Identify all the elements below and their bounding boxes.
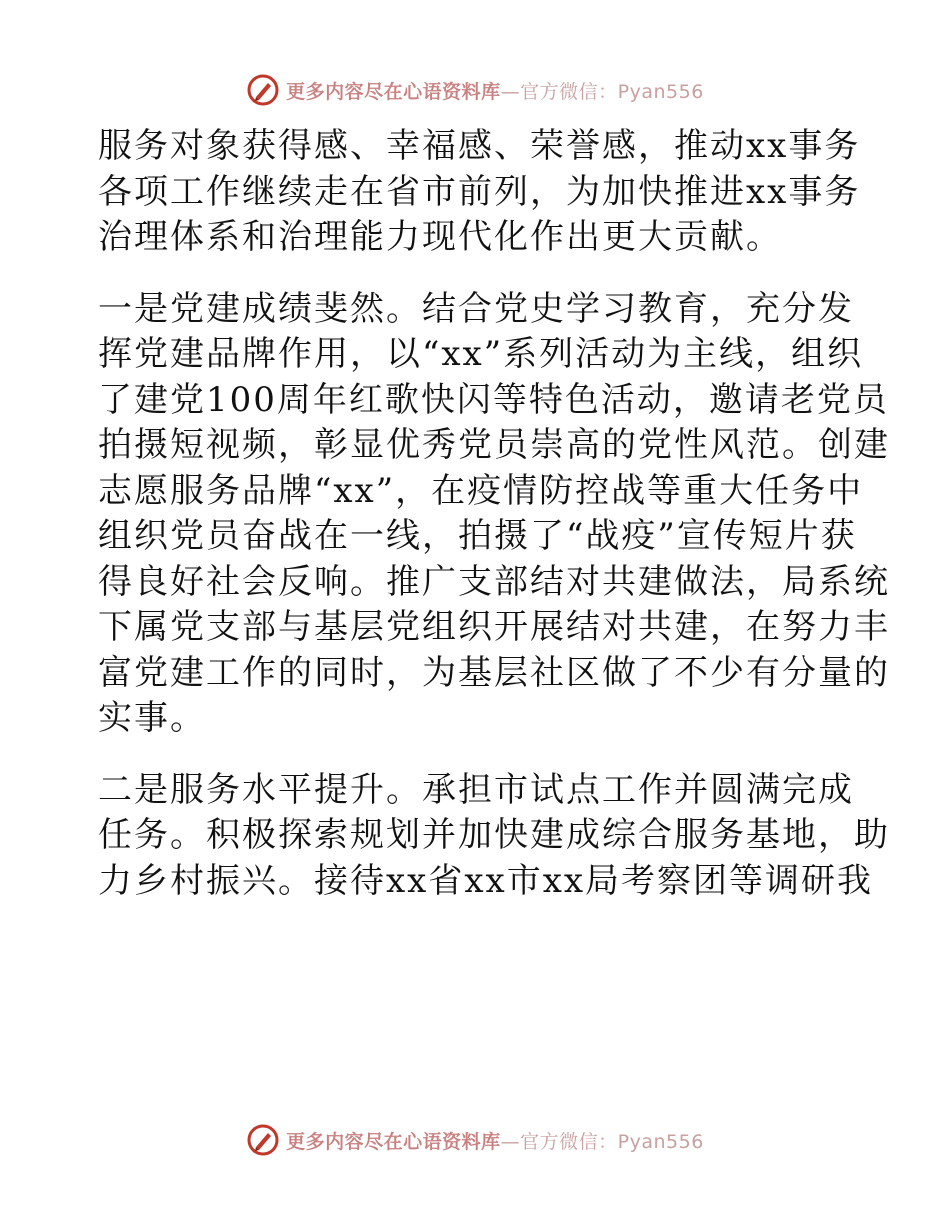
pen-logo-icon <box>246 1123 280 1157</box>
text-line: 一是党建成绩斐然。结合党史学习教育，充分发 <box>98 288 854 329</box>
watermark-contact: —官方微信：Pyan556 <box>500 1130 704 1153</box>
text-line: 力乡村振兴。接待xx省xx市xx局考察团等调研我 <box>98 860 874 901</box>
text-line: 挥党建品牌作用，以“xx”系列活动为主线，组织 <box>98 334 864 374</box>
paragraph-3 <box>98 768 890 905</box>
pen-logo-icon <box>246 73 280 107</box>
text-line: 治理体系和治理能力现代化作出更大贡献。 <box>98 217 782 257</box>
footer-watermark <box>0 1120 950 1160</box>
header-watermark <box>0 70 950 110</box>
text-line: 实事。 <box>98 698 206 738</box>
text-line: 服务对象获得感、幸福感、荣誉感，推动xx事务 <box>98 126 861 166</box>
text-line: 富党建工作的同时，为基层社区做了不少有分量的 <box>98 652 890 693</box>
watermark-brand: 更多内容尽在心语资料库 <box>286 1130 501 1153</box>
text-line: 下属党支部与基层党组织开展结对共建，在努力丰 <box>98 607 890 647</box>
text-line: 各项工作继续走在省市前列，为加快推进xx事务 <box>98 171 861 212</box>
text-line: 志愿服务品牌“xx”，在疫情防控战等重大任务中 <box>98 470 864 511</box>
text-line: 组织党员奋战在一线，拍摄了“战疫”宣传短片获 <box>98 516 857 556</box>
paragraph-2 <box>98 287 890 742</box>
text-line: 得良好社会反响。推广支部结对共建做法，局系统 <box>98 561 890 602</box>
text-line: 二是服务水平提升。承担市试点工作并圆满完成 <box>98 769 854 810</box>
watermark-brand: 更多内容尽在心语资料库 <box>286 80 501 103</box>
watermark-text <box>286 1127 704 1154</box>
text-line: 拍摄短视频，彰显优秀党员崇高的党性风范。创建 <box>98 425 890 465</box>
paragraph-1 <box>98 124 861 261</box>
document-body <box>98 124 890 904</box>
text-line: 了建党100周年红歌快闪等特色活动，邀请老党员 <box>98 379 889 420</box>
text-line: 任务。积极探索规划并加快建成综合服务基地，助 <box>98 815 890 855</box>
watermark-contact: —官方微信：Pyan556 <box>500 80 704 103</box>
watermark-text <box>286 77 704 104</box>
